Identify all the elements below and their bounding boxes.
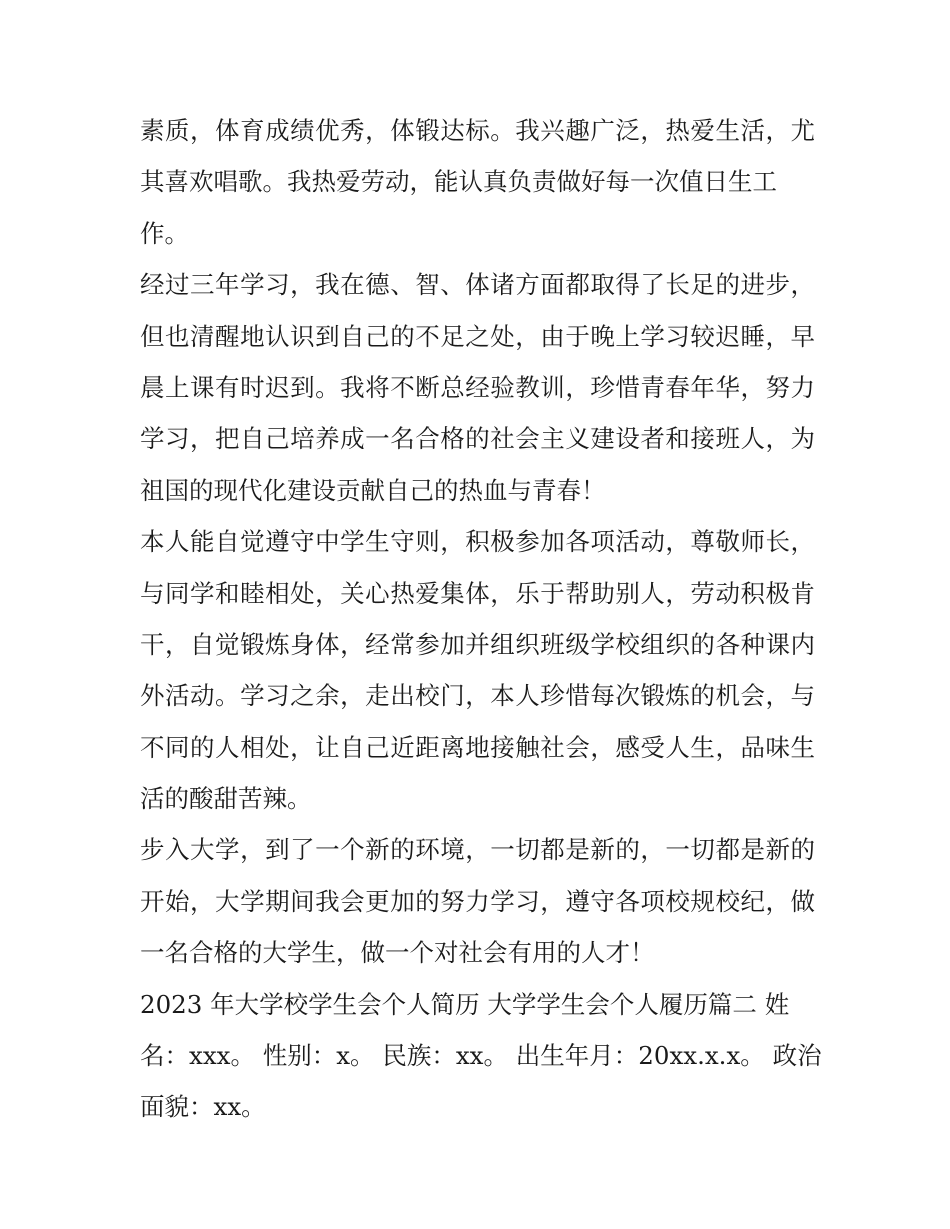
text-line: 一名合格的大学生，做一个对社会有用的人才！ bbox=[140, 938, 655, 968]
text-line: 名：xxx。 性别：x。 民族：xx。 出生年月：20xx.x.x。 政治 bbox=[140, 1041, 822, 1071]
text-line: 开始，大学期间我会更加的努力学习，遵守各项校规校纪，做 bbox=[140, 886, 815, 916]
text-line: 干，自觉锻炼身体，经常参加并组织班级学校组织的各种课内 bbox=[140, 629, 815, 659]
text-line: 步入大学，到了一个新的环境，一切都是新的，一切都是新的 bbox=[140, 835, 815, 865]
document-body bbox=[140, 105, 822, 1133]
text-line: 其喜欢唱歌。我热爱劳动，能认真负责做好每一次值日生工 bbox=[140, 167, 777, 197]
text-line: 活的酸甜苦辣。 bbox=[140, 784, 312, 814]
text-line: 经过三年学习，我在德、智、体诸方面都取得了长足的进步， bbox=[140, 270, 815, 300]
text-line: 外活动。学习之余，走出校门，本人珍惜每次锻炼的机会，与 bbox=[140, 681, 815, 711]
text-line: 素质，体育成绩优秀，体锻达标。我兴趣广泛，热爱生活，尤 bbox=[140, 116, 815, 145]
text-line: 祖国的现代化建设贡献自己的热血与青春！ bbox=[140, 475, 606, 505]
text-line: 作。 bbox=[140, 218, 189, 248]
text-line: 本人能自觉遵守中学生守则，积极参加各项活动，尊敬师长， bbox=[140, 527, 815, 557]
text-line: 但也清醒地认识到自己的不足之处，由于晚上学习较迟睡，早 bbox=[140, 321, 815, 351]
text-line: 不同的人相处，让自己近距离地接触社会，感受人生，品味生 bbox=[140, 732, 815, 762]
text-line: 学习，把自己培养成一名合格的社会主义建设者和接班人，为 bbox=[140, 424, 815, 454]
text-line: 2023 年大学校学生会个人简历 大学学生会个人履历篇二 姓 bbox=[140, 989, 790, 1019]
text-line: 晨上课有时迟到。我将不断总经验教训，珍惜青春年华，努力 bbox=[140, 372, 815, 402]
text-line: 与同学和睦相处，关心热爱集体，乐于帮助别人，劳动积极肯 bbox=[140, 578, 815, 608]
text-line: 面貌：xx。 bbox=[140, 1092, 266, 1122]
